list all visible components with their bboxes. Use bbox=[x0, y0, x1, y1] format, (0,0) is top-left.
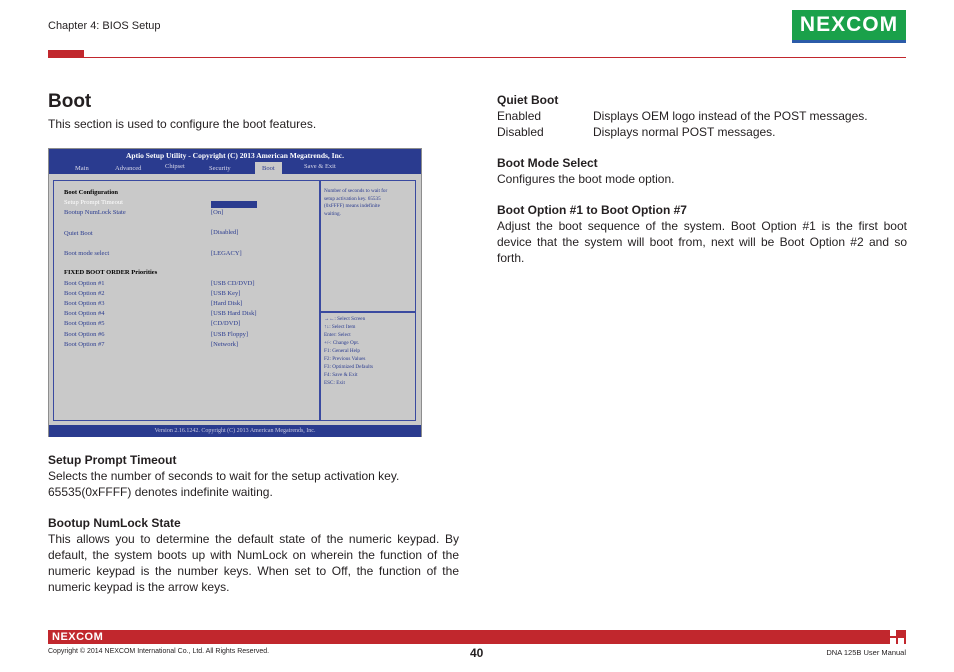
bios-item-value: [Disabled] bbox=[211, 229, 239, 236]
bios-item-value: [On] bbox=[211, 209, 224, 216]
manual-name: DNA 125B User Manual bbox=[826, 648, 906, 657]
bios-help-line: (0xFFFF) means indefinite bbox=[324, 203, 380, 209]
bios-item-label: Quiet Boot bbox=[64, 230, 93, 237]
boot-mode-body: Configures the boot mode option. bbox=[497, 172, 675, 186]
logo-strip bbox=[792, 40, 906, 43]
bios-help-line: waiting. bbox=[324, 210, 341, 217]
bios-boot-option-label: Boot Option #1 bbox=[64, 280, 105, 287]
bios-key-line: F3: Optimized Defaults bbox=[324, 364, 373, 370]
bios-section-label: Boot Configuration bbox=[64, 189, 118, 196]
bios-boot-option-label: Boot Option #4 bbox=[64, 310, 105, 317]
intro-text: This section is used to configure the boot features. bbox=[48, 117, 317, 131]
bios-boot-option-value: [USB Floppy] bbox=[211, 331, 249, 338]
bios-boot-option-value: [USB Hard Disk] bbox=[211, 310, 257, 317]
nexcom-logo bbox=[792, 10, 906, 40]
chapter-title: Chapter 4: BIOS Setup bbox=[48, 20, 161, 32]
bios-boot-option-label: Boot Option #3 bbox=[64, 300, 105, 307]
bios-boot-option-label: Boot Option #5 bbox=[64, 320, 105, 327]
bios-boot-option-value: [USB Key] bbox=[211, 290, 241, 297]
footer-square-icon bbox=[890, 638, 896, 644]
bios-boot-option-label: Boot Option #2 bbox=[64, 290, 105, 297]
bios-key-line: ESC: Exit bbox=[324, 380, 345, 386]
page-title: Boot bbox=[48, 91, 92, 112]
bios-key-line: +/-: Change Opt. bbox=[324, 340, 360, 346]
bios-help-line: setup activation key. 65535 bbox=[324, 195, 381, 202]
quiet-boot-option-desc: Displays OEM logo instead of the POST messages. bbox=[593, 109, 868, 123]
bios-item-label: Bootup NumLock State bbox=[64, 209, 126, 216]
header-divider bbox=[84, 57, 906, 58]
header-accent-bar bbox=[48, 50, 84, 58]
bios-key-line: F2: Previous Values bbox=[324, 356, 366, 362]
footer-square-icon bbox=[898, 638, 904, 644]
bios-key-line: →←: Select Screen bbox=[324, 316, 366, 322]
bios-tab-bar bbox=[49, 162, 421, 174]
quiet-boot-option-key: Disabled bbox=[497, 125, 544, 139]
bios-boot-option-value: [CD/DVD] bbox=[211, 320, 241, 327]
quiet-boot-heading: Quiet Boot bbox=[497, 93, 559, 107]
bios-help-line: Number of seconds to wait for bbox=[324, 188, 388, 194]
numlock-body: This allows you to determine the default state of the numeric keypad. By default, the system boots up with NumLock on wherein the function of the numeric keypad is the number keys. When set to Off, the function of the numeric keypad is the arrow keys. bbox=[48, 532, 459, 594]
setup-prompt-body: Selects the number of seconds to wait for the setup activation key. 65535(0xFFFF) denotes indefinite waiting. bbox=[48, 469, 400, 499]
bios-key-line: F1: General Help bbox=[324, 348, 361, 354]
bios-boot-option-value: [USB CD/DVD] bbox=[211, 280, 255, 287]
numlock-heading: Bootup NumLock State bbox=[48, 516, 181, 530]
quiet-boot-option-key: Enabled bbox=[497, 109, 542, 123]
bios-key-line: Enter: Select bbox=[324, 332, 351, 338]
boot-option-body: Adjust the boot sequence of the system. Boot Option #1 is the first boot device that the system will boot from, next will be Boot Option #2 and so forth. bbox=[497, 219, 907, 265]
bios-tab-boot: Boot bbox=[255, 162, 282, 174]
bios-title-bar: Aptio Setup Utility - Copyright (C) 2013 American Megatrends, Inc. bbox=[49, 149, 421, 162]
copyright-text: Copyright © 2014 NEXCOM International Co., Ltd. All Rights Reserved. bbox=[48, 648, 270, 655]
bios-item-label: Boot mode select bbox=[64, 250, 110, 257]
bios-boot-option-value: [Hard Disk] bbox=[211, 300, 243, 307]
footer-square-icon bbox=[890, 630, 896, 636]
bios-tab-main: Main bbox=[75, 165, 89, 172]
bios-tab-security: Security bbox=[209, 165, 231, 172]
logo-text: NEXCOM bbox=[799, 13, 899, 36]
setup-prompt-heading: Setup Prompt Timeout bbox=[48, 453, 177, 467]
bios-boot-option-value: [Network] bbox=[211, 341, 239, 348]
bios-key-line: ↑↓: Select Item bbox=[324, 324, 356, 330]
bios-selection-highlight bbox=[211, 201, 257, 208]
footer-bar bbox=[48, 630, 906, 644]
quiet-boot-option-desc: Displays normal POST messages. bbox=[593, 125, 776, 139]
bios-item-value: [LEGACY] bbox=[211, 250, 242, 257]
bios-item-label: Setup Prompt Timeout bbox=[64, 199, 123, 206]
bios-screenshot bbox=[48, 148, 422, 437]
bios-tab-advanced: Advanced bbox=[115, 165, 142, 172]
bios-item-value: 1 bbox=[211, 200, 215, 207]
footer-logo: NEXCOM bbox=[52, 631, 104, 643]
bios-tab-save-exit: Save & Exit bbox=[304, 163, 336, 170]
bios-key-line: F4: Save & Exit bbox=[324, 372, 358, 378]
bios-version-footer: Version 2.16.1242. Copyright (C) 2013 American Megatrends, Inc. bbox=[49, 425, 421, 437]
bios-tab-chipset: Chipset bbox=[165, 163, 185, 170]
boot-mode-heading: Boot Mode Select bbox=[497, 156, 598, 170]
bios-boot-option-label: Boot Option #6 bbox=[64, 331, 105, 338]
bios-help-text bbox=[324, 188, 387, 218]
bios-keys-text bbox=[324, 315, 373, 387]
page-number: 40 bbox=[470, 646, 484, 660]
bios-priority-label: FIXED BOOT ORDER Priorities bbox=[64, 269, 158, 276]
boot-option-heading: Boot Option #1 to Boot Option #7 bbox=[497, 203, 687, 217]
bios-boot-option-label: Boot Option #7 bbox=[64, 341, 105, 348]
